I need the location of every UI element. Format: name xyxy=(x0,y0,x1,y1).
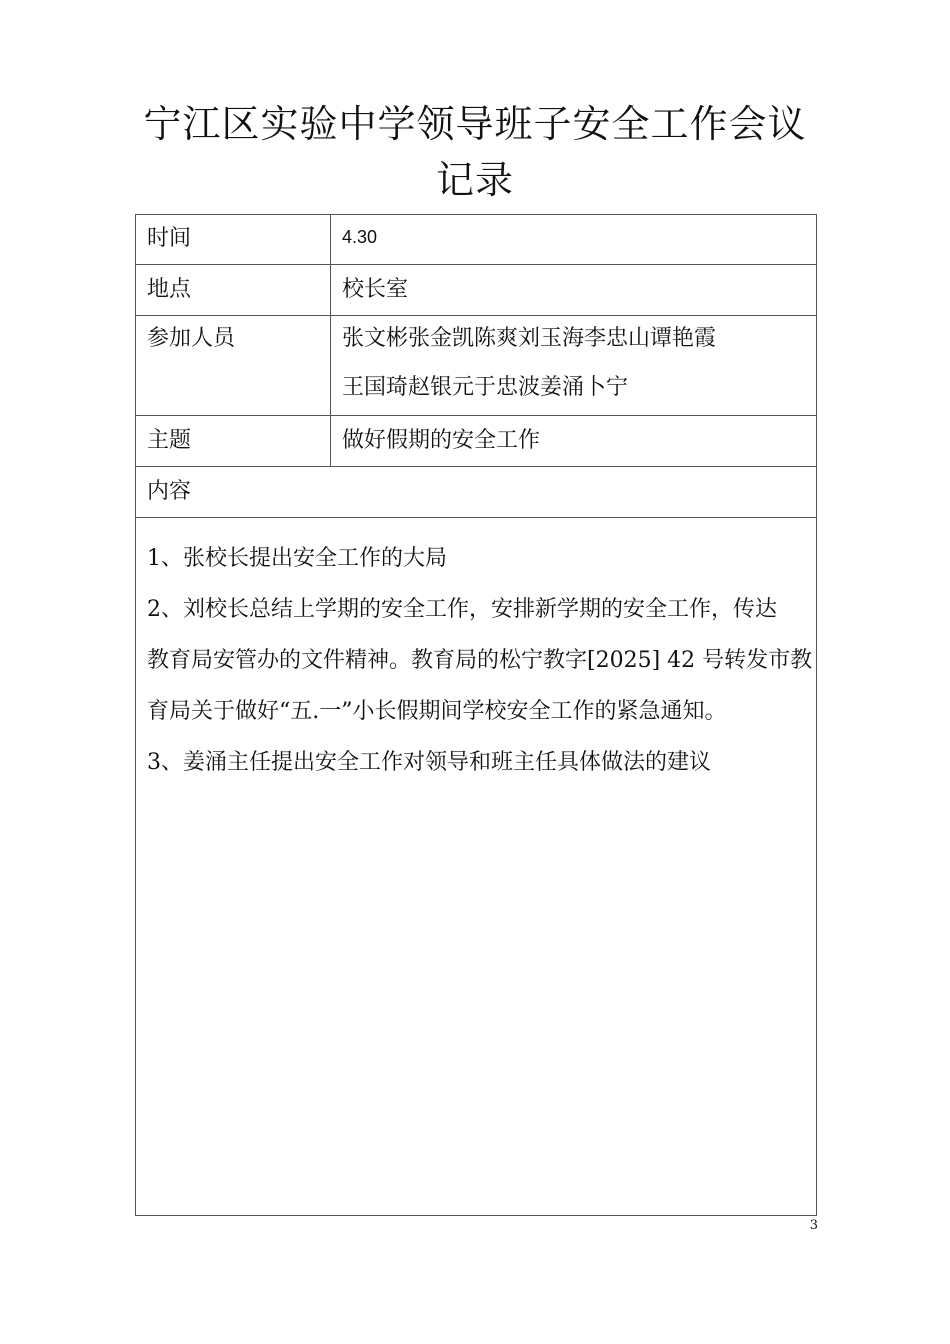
title-line-1: 宁江区实验中学领导班子安全工作会议 xyxy=(143,102,807,146)
attendees-label: 参加人员 xyxy=(147,326,236,351)
content-line: 2、刘校长总结上学期的安全工作，安排新学期的安全工作，传达 xyxy=(147,597,777,622)
content-line: 3、姜涌主任提出安全工作对领导和班主任具体做法的建议 xyxy=(147,750,711,775)
row-divider xyxy=(136,315,816,316)
row-divider xyxy=(136,264,816,265)
attendees-line-2: 王国琦赵银元于忠波姜涌卜宁 xyxy=(342,375,629,400)
title-line-2: 记录 xyxy=(435,158,514,202)
topic-label: 主题 xyxy=(147,428,192,453)
content-line: 教育局安管办的文件精神。教育局的松宁教字[2025] 42 号转发市教 xyxy=(147,648,813,673)
location-value: 校长室 xyxy=(342,277,409,302)
content-line: 育局关于做好“五.一”小长假期间学校安全工作的紧急通知。 xyxy=(147,699,727,724)
document-title xyxy=(135,96,815,208)
time-value: 4.30 xyxy=(342,227,378,247)
row-divider xyxy=(136,466,816,467)
location-label: 地点 xyxy=(147,277,192,302)
page-number: 3 xyxy=(809,1218,818,1233)
row-divider xyxy=(136,517,816,518)
content-label: 内容 xyxy=(147,479,192,504)
attendees-line-1: 张文彬张金凯陈爽刘玉海李忠山谭艳霞 xyxy=(342,326,717,351)
meeting-record-table xyxy=(135,214,817,1216)
time-label: 时间 xyxy=(147,226,192,251)
column-divider xyxy=(330,215,331,466)
content-line: 1、张校长提出安全工作的大局 xyxy=(147,546,447,571)
topic-value: 做好假期的安全工作 xyxy=(342,428,541,453)
content-body xyxy=(147,533,814,788)
row-divider xyxy=(136,415,816,416)
